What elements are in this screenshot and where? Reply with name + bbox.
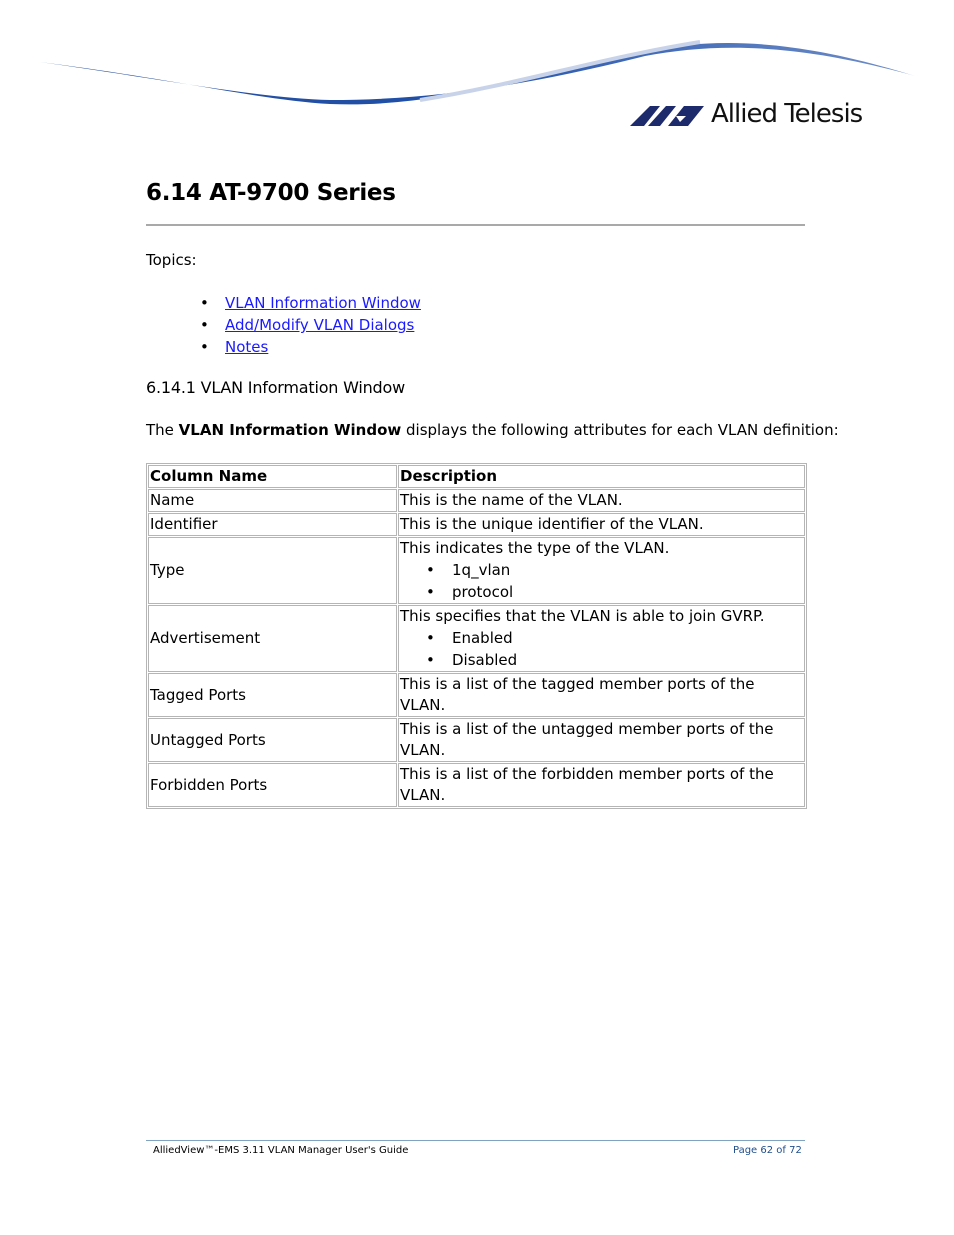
list-item-label: Disabled [452, 651, 518, 669]
footer-guide-title: AlliedView™-EMS 3.11 VLAN Manager User's Guide [153, 1145, 409, 1156]
brand-name: Allied Telesis [711, 99, 863, 129]
list-item [400, 559, 804, 581]
subsection-title: 6.14.1 VLAN Information Window [146, 378, 405, 397]
column-header-name: Column Name [148, 465, 397, 488]
cell-description: This is a list of the forbidden member ports of the VLAN. [398, 763, 805, 807]
cell-name: Name [148, 489, 397, 512]
list-item [146, 314, 421, 336]
cell-name: Tagged Ports [148, 673, 397, 717]
table-header-row [148, 465, 805, 488]
cell-description: This is a list of the tagged member ports of the VLAN. [398, 673, 805, 717]
list-item [146, 336, 421, 358]
bullet-icon: • [426, 561, 435, 579]
table-row [148, 763, 805, 807]
topic-link-notes[interactable]: Notes [225, 338, 269, 356]
section-title: 6.14 AT-9700 Series [146, 180, 396, 206]
cell-description [398, 537, 805, 604]
table-row [148, 605, 805, 672]
cell-description: This is the unique identifier of the VLAN. [398, 513, 805, 536]
table-row [148, 489, 805, 512]
footer-divider [146, 1140, 805, 1141]
table-row [148, 513, 805, 536]
list-item [400, 581, 804, 603]
list-item [146, 292, 421, 314]
topics-label: Topics: [146, 251, 197, 269]
bullet-icon: • [200, 338, 209, 356]
cell-name: Untagged Ports [148, 718, 397, 762]
vlan-attribute-table [146, 463, 807, 809]
list-item-label: protocol [452, 583, 514, 601]
intro-text [146, 421, 839, 439]
topic-list [146, 292, 421, 358]
bullet-icon: • [426, 629, 435, 647]
cell-description-text: This specifies that the VLAN is able to join GVRP. [400, 607, 765, 625]
cell-description: This is the name of the VLAN. [398, 489, 805, 512]
list-item-label: 1q_vlan [452, 561, 511, 579]
cell-name: Identifier [148, 513, 397, 536]
cell-description-text: This indicates the type of the VLAN. [400, 539, 670, 557]
cell-name: Forbidden Ports [148, 763, 397, 807]
topic-link-vlan-information-window[interactable]: VLAN Information Window [225, 294, 421, 312]
list-item [400, 627, 804, 649]
value-list [400, 559, 804, 603]
column-header-description: Description [398, 465, 805, 488]
intro-suffix: displays the following attributes for each VLAN definition: [401, 421, 839, 439]
bullet-icon: • [200, 316, 209, 334]
table-row [148, 537, 805, 604]
value-list [400, 627, 804, 671]
bullet-icon: • [426, 651, 435, 669]
table-row [148, 718, 805, 762]
cell-name: Advertisement [148, 605, 397, 672]
intro-prefix: The [146, 421, 179, 439]
bullet-icon: • [426, 583, 435, 601]
list-item-label: Enabled [452, 629, 513, 647]
topic-link-add-modify-vlan-dialogs[interactable]: Add/Modify VLAN Dialogs [225, 316, 415, 334]
title-divider [146, 224, 805, 226]
cell-description: This is a list of the untagged member ports of the VLAN. [398, 718, 805, 762]
cell-name: Type [148, 537, 397, 604]
intro-bold-term: VLAN Information Window [178, 421, 402, 439]
list-item [400, 649, 804, 671]
cell-description [398, 605, 805, 672]
table-row [148, 673, 805, 717]
bullet-icon: • [200, 294, 209, 312]
footer-page-number: Page 62 of 72 [733, 1145, 802, 1156]
